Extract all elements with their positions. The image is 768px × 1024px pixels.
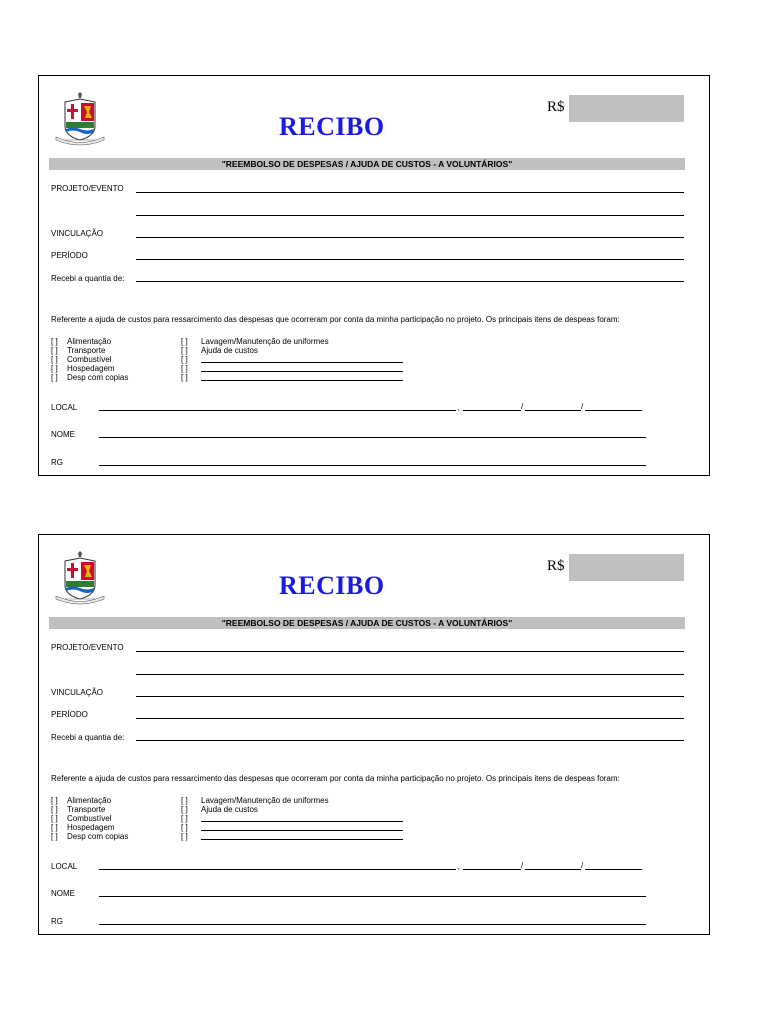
checkbox-item[interactable]: [ ] [181,373,188,382]
local-label: LOCAL [51,403,78,412]
date-slash: / [521,861,524,870]
project-line-1[interactable] [136,651,684,652]
checkbox-item[interactable]: [ ] [181,364,188,373]
checkbox-item[interactable]: [ ] Lavagem/Manutenção de uniformes [181,796,329,805]
periodo-line[interactable] [136,259,684,260]
reference-text: Referente a ajuda de custos para ressarcimento das despesas que ocorreram por conta da minha participação no projeto. Os principais itens de despeas foram: [51,774,620,783]
nome-label: NOME [51,430,75,439]
checkbox-item[interactable]: [ ] [181,355,188,364]
checkbox-item[interactable]: [ ] Alimentação [51,796,112,805]
amount-field[interactable] [569,554,684,581]
comma-separator: , [457,403,460,412]
quantia-label: Recebi a quantia de: [51,274,125,283]
currency-label: R$ [547,99,565,115]
project-line-2[interactable] [136,674,684,675]
other-item-line[interactable] [201,362,403,363]
receipt-title: RECIBO [279,112,385,141]
day-line[interactable] [463,869,521,870]
checkbox-item[interactable]: [ ] Combustível [51,355,112,364]
nome-line[interactable] [99,437,646,438]
periodo-label: PERÍODO [51,251,88,260]
checkbox-item[interactable]: [ ] Alimentação [51,337,112,346]
periodo-label: PERÍODO [51,710,88,719]
quantia-label: Recebi a quantia de: [51,733,125,742]
date-slash: / [581,402,584,411]
receipt-title: RECIBO [279,571,385,600]
project-label: PROJETO/EVENTO [51,184,124,193]
quantia-line[interactable] [136,740,684,741]
checkbox-item[interactable]: [ ] Desp com copias [51,832,129,841]
nome-line[interactable] [99,896,646,897]
comma-separator: , [457,862,460,871]
date-slash: / [581,861,584,870]
checkbox-item[interactable]: [ ] Combustível [51,814,112,823]
checkbox-item[interactable]: [ ] Ajuda de custos [181,346,258,355]
day-line[interactable] [463,410,521,411]
checkbox-item[interactable]: [ ] Hospedagem [51,823,115,832]
checkbox-item[interactable]: [ ] Transporte [51,805,106,814]
vinculacao-line[interactable] [136,237,684,238]
checkbox-item[interactable]: [ ] [181,823,188,832]
project-line-1[interactable] [136,192,684,193]
year-line[interactable] [585,869,642,870]
local-label: LOCAL [51,862,78,871]
project-line-2[interactable] [136,215,684,216]
vinculacao-label: VINCULAÇÃO [51,688,104,697]
month-line[interactable] [525,410,581,411]
other-item-line[interactable] [201,821,403,822]
rg-label: RG [51,917,63,926]
subtitle-bar: "REEMBOLSO DE DESPESAS / AJUDA DE CUSTOS - A VOLUNTÁRIOS" [49,617,685,629]
local-line[interactable] [99,410,456,411]
receipt-form [38,75,710,476]
other-item-line[interactable] [201,839,403,840]
receipt-form [38,534,710,935]
rg-line[interactable] [99,465,646,466]
currency-label: R$ [547,558,565,574]
checkbox-item[interactable]: [ ] [181,814,188,823]
year-line[interactable] [585,410,642,411]
local-line[interactable] [99,869,456,870]
crest-logo-icon [51,551,109,607]
checkbox-item[interactable]: [ ] Lavagem/Manutenção de uniformes [181,337,329,346]
quantia-line[interactable] [136,281,684,282]
other-item-line[interactable] [201,830,403,831]
nome-label: NOME [51,889,75,898]
amount-field[interactable] [569,95,684,122]
periodo-line[interactable] [136,718,684,719]
other-item-line[interactable] [201,380,403,381]
date-slash: / [521,402,524,411]
reference-text: Referente a ajuda de custos para ressarcimento das despesas que ocorreram por conta da minha participação no projeto. Os principais itens de despeas foram: [51,315,620,324]
rg-line[interactable] [99,924,646,925]
checkbox-item[interactable]: [ ] Transporte [51,346,106,355]
other-item-line[interactable] [201,371,403,372]
rg-label: RG [51,458,63,467]
checkbox-item[interactable]: [ ] [181,832,188,841]
crest-logo-icon [51,92,109,148]
checkbox-item[interactable]: [ ] Desp com copias [51,373,129,382]
vinculacao-label: VINCULAÇÃO [51,229,104,238]
subtitle-bar: "REEMBOLSO DE DESPESAS / AJUDA DE CUSTOS - A VOLUNTÁRIOS" [49,158,685,170]
project-label: PROJETO/EVENTO [51,643,124,652]
checkbox-item[interactable]: [ ] Ajuda de custos [181,805,258,814]
month-line[interactable] [525,869,581,870]
checkbox-item[interactable]: [ ] Hospedagem [51,364,115,373]
vinculacao-line[interactable] [136,696,684,697]
